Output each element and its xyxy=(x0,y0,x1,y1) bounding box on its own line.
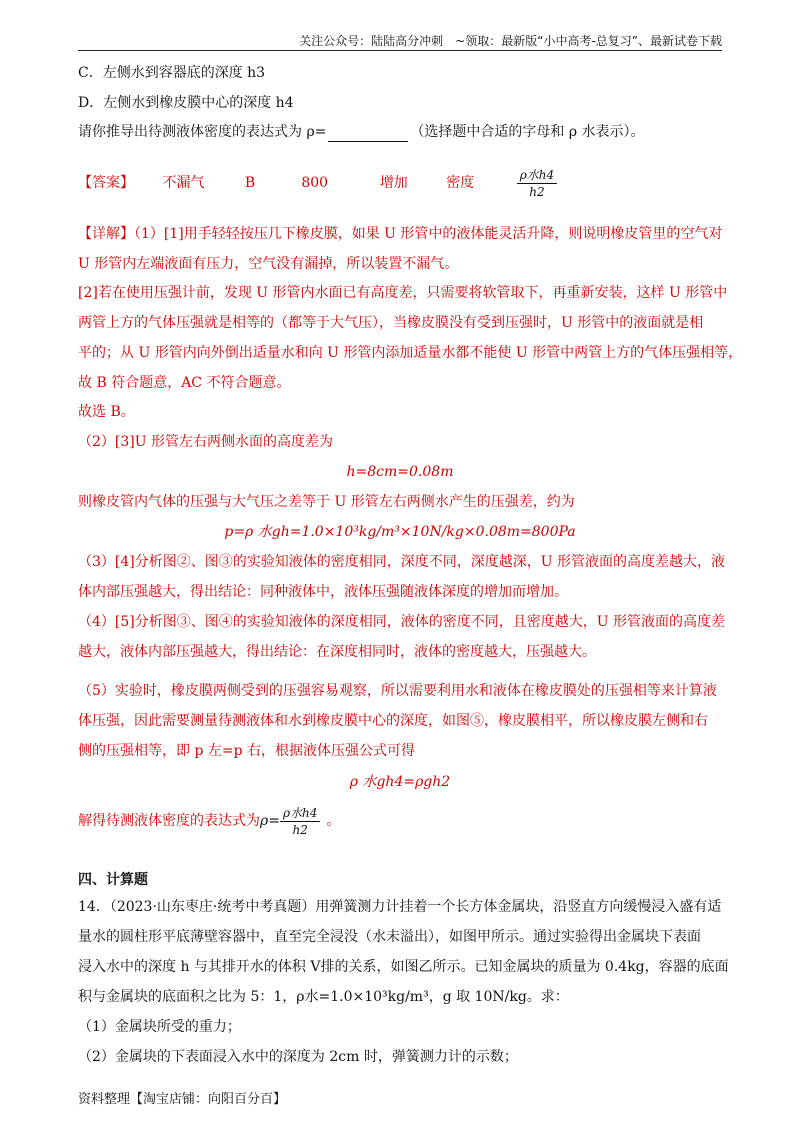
answer-item-3: 800 xyxy=(301,175,329,191)
answer-item-1: 不漏气 xyxy=(162,175,205,191)
answer-fraction xyxy=(517,167,557,200)
answer-item-2: B xyxy=(244,175,256,191)
answer-item-5: 密度 xyxy=(446,175,475,191)
detail-line-1: 【详解】（1）[1]用手轻轻按压几下橡皮膜，如果 U 形管中的液体能灵活升降，则说明橡皮管里的空气对 xyxy=(78,226,723,242)
q14-line-2: 量水的圆柱形平底薄壁容器中，直至完全浸没（水未溢出），如图甲所示。通过实验得出金属块下表面 xyxy=(78,929,701,945)
answer-item-4: 增加 xyxy=(379,175,408,191)
answer-fraction-den: h2 xyxy=(529,184,545,199)
page-footer: 资料整理【淘宝店铺：向阳百分百】 xyxy=(78,1092,287,1107)
option-c: C．左侧水到容器底的深度 h3 xyxy=(78,65,266,81)
option-d: D．左侧水到橡皮膜中心的深度 h4 xyxy=(78,95,294,111)
detail-line-5: 平的；从 U 形管内向外倒出适量水和向 U 形管内添加适量水都不能使 U 形管中两管上方的气体压强相等， xyxy=(78,345,743,361)
q14-line-1: 14．（2023·山东枣庄·统考中考真题）用弹簧测力计挂着一个长方体金属块，沿竖直方向缓慢浸入盛有适 xyxy=(78,899,722,915)
detail2-line-3: （4）[5]分析图③、图④的实验知液体的深度相同，液体的密度不同，且密度越大，U 形管液面的高度差 xyxy=(78,614,725,630)
detail-line-7: 故选 B。 xyxy=(78,404,135,420)
detail2-line-5: （5）实验时，橡皮膜两侧受到的压强容易观察，所以需要利用水和液体在橡皮膜处的压强相等来计算液 xyxy=(78,683,717,699)
final-fraction-num: ρ水h4 xyxy=(280,805,320,822)
final-suffix: 。 xyxy=(326,813,341,829)
detail2-line-4: 越大，液体内部压强越大，得出结论：在深度相同时，液体的密度越大，压强越大。 xyxy=(78,644,596,660)
detail2-line-6: 体压强，因此需要测量待测液体和水到橡皮膜中心的深度，如图⑤，橡皮膜相平，所以橡皮膜左侧和右 xyxy=(78,713,708,729)
detail-line-6: 故 B 符合题意，AC 不符合题意。 xyxy=(78,375,291,391)
detail-line-2: U 形管内左端液面有压力，空气没有漏掉，所以装置不漏气。 xyxy=(78,256,459,272)
header-text: 关注公众号：陆陆高分冲刺 ~领取：最新版“小中高考-总复习”、最新试卷下载 xyxy=(299,34,722,48)
question-suffix: （选择题中合适的字母和 ρ 水表示）。 xyxy=(410,124,645,140)
answer-blank xyxy=(328,127,408,142)
detail-line-8: （2）[3]U 形管左右两侧水面的高度差为 xyxy=(78,434,333,450)
answer-line xyxy=(78,163,557,203)
q14-line-3: 浸入水中的深度 h 与其排开水的体积 V排的关系，如图乙所示。已知金属块的质量为 0.4kg，容器的底面 xyxy=(78,959,729,975)
q14-sub-2: （2）金属块的下表面浸入水中的深度为 2cm 时，弹簧测力计的示数； xyxy=(78,1049,518,1065)
final-fraction-den: h2 xyxy=(292,822,308,837)
equation-h: h=8cm=0.08m xyxy=(346,464,454,480)
detail2-line-2: 体内部压强越大，得出结论：同种液体中，液体压强随液体深度的增加而增加。 xyxy=(78,584,568,600)
page-header xyxy=(78,32,722,51)
detail2-line-1: （3）[4]分析图②、图③的实验知液体的密度相同，深度不同，深度越深，U 形管液面的高度差越大，液 xyxy=(78,554,725,570)
detail-after-eq1: 则橡皮管内气体的压强与大气压之差等于 U 形管左右两侧水产生的压强差，约为 xyxy=(78,494,575,510)
answer-fraction-num: ρ水h4 xyxy=(517,167,557,184)
question-line xyxy=(78,122,645,142)
detail2-line-7: 侧的压强相等，即 p 左=p 右，根据液体压强公式可得 xyxy=(78,743,416,759)
detail-line-4: 两管上方的气体压强就是相等的（都等于大气压），当橡皮膜没有受到压强时，U 形管中的液面就是相 xyxy=(78,315,704,331)
equation-p: p=ρ 水gh=1.0×10³kg/m³×10N/kg×0.08m=800Pa xyxy=(224,524,576,540)
q14-sub-1: （1）金属块所受的重力； xyxy=(78,1019,241,1035)
final-fraction xyxy=(280,805,320,838)
equation-balance: ρ 水gh4=ρgh2 xyxy=(349,774,451,790)
answer-label: 【答案】 xyxy=(78,175,134,191)
q14-line-4: 积与金属块的底面积之比为 5：1，ρ水=1.0×10³kg/m³，g 取 10N/kg。求： xyxy=(78,989,569,1005)
final-rho: ρ= xyxy=(260,813,280,829)
final-prefix: 解得待测液体密度的表达式为 xyxy=(78,813,260,829)
section-title: 四、计算题 xyxy=(78,872,148,888)
final-expression xyxy=(78,800,340,842)
detail-line-3: [2]若在使用压强计前，发现 U 形管内水面已有高度差，只需要将软管取下，再重新安装，这样 U 形管中 xyxy=(78,285,728,301)
question-prefix: 请你推导出待测液体密度的表达式为 ρ= xyxy=(78,124,327,140)
